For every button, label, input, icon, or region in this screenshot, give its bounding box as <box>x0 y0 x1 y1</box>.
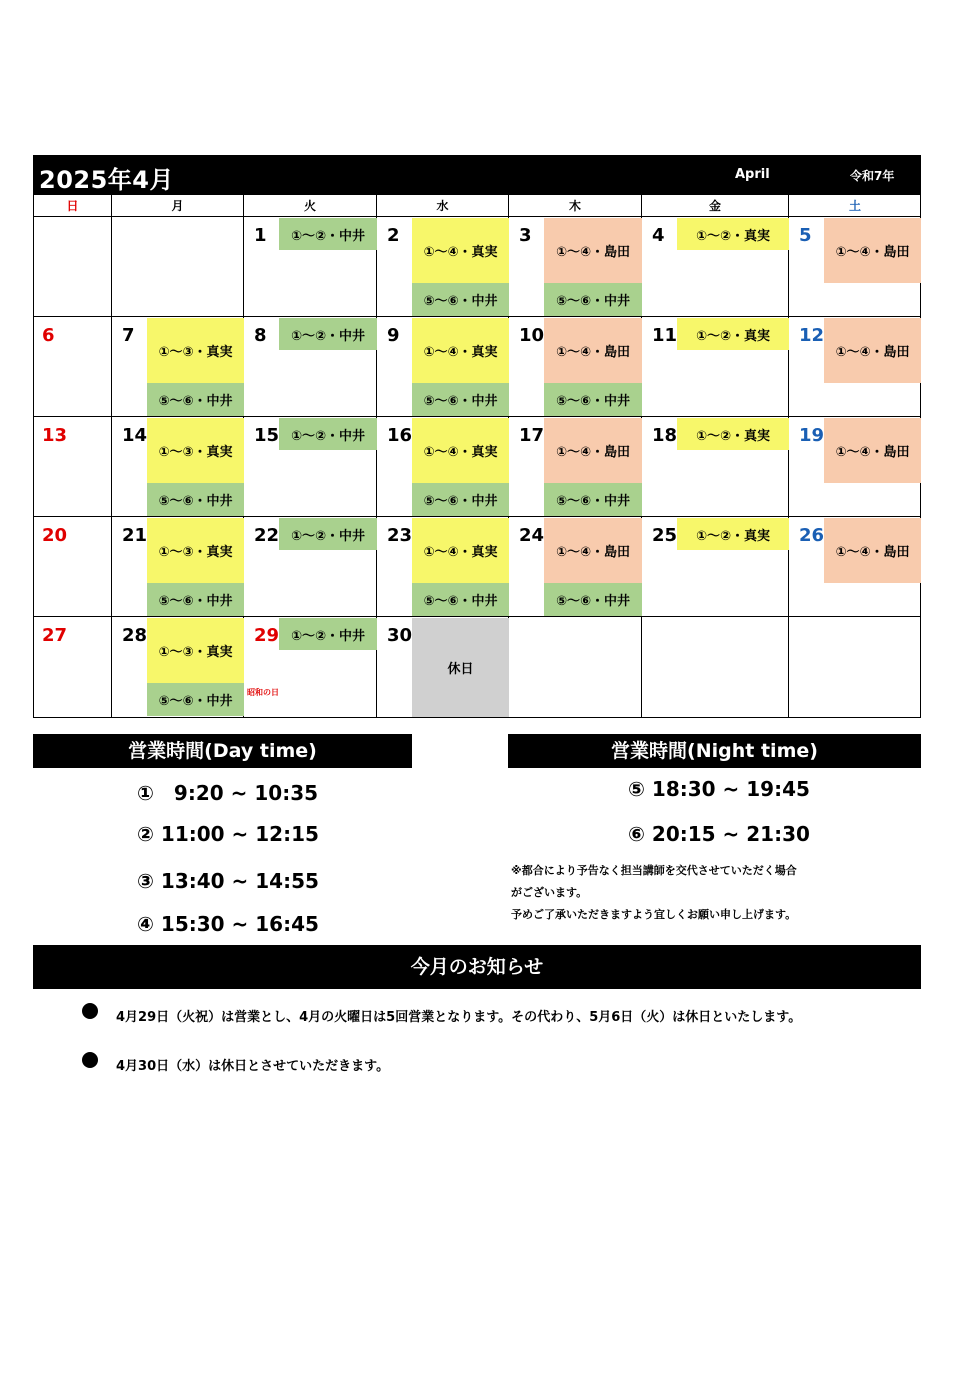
lesson-block: ①～④・島田 <box>544 318 642 383</box>
day-number: 13 <box>42 425 68 446</box>
day-number: 4 <box>652 225 665 246</box>
lesson-block: ①～④・真実 <box>412 518 509 583</box>
month-english: April <box>735 167 770 182</box>
calendar-day-cell <box>789 617 921 717</box>
day-number: 23 <box>387 525 413 546</box>
calendar-day-cell <box>112 417 244 517</box>
calendar-day-cell <box>244 317 377 417</box>
weekday-header: 金 <box>642 195 789 217</box>
calendar-day-cell <box>244 217 377 317</box>
calendar-day-cell <box>642 517 789 617</box>
closed-day-block: 休日 <box>412 618 509 717</box>
day-number: 14 <box>122 425 148 446</box>
lesson-block: ①～②・中井 <box>279 518 377 550</box>
lesson-block: ⑤～⑥・中井 <box>544 283 642 316</box>
lesson-block: ①～③・真実 <box>147 518 244 583</box>
calendar-day-cell <box>377 217 509 317</box>
calendar-day-cell <box>244 617 377 717</box>
note-line-2: がございます。 <box>511 886 588 899</box>
lesson-block: ⑤～⑥・中井 <box>412 283 509 316</box>
calendar-day-cell <box>34 317 112 417</box>
weekday-header: 水 <box>377 195 509 217</box>
lesson-block: ①～②・真実 <box>677 218 789 250</box>
calendar-day-cell <box>112 617 244 717</box>
lesson-block: ①～④・島田 <box>544 518 642 583</box>
day-number: 11 <box>652 325 678 346</box>
lesson-block: ⑤～⑥・中井 <box>147 583 244 616</box>
note-line-3: 予めご了承いただきますよう宜しくお願い申し上げます。 <box>511 908 797 921</box>
day-hours-title: 営業時間(Day time) <box>33 734 412 768</box>
weekday-header: 木 <box>509 195 642 217</box>
calendar-day-cell <box>789 217 921 317</box>
lesson-block: ⑤～⑥・中井 <box>412 583 509 616</box>
calendar-day-cell <box>509 417 642 517</box>
news-item-2: 4月30日（水）は休日とさせていただきます。 <box>116 1059 390 1074</box>
lesson-block: ①～②・真実 <box>677 518 789 550</box>
day-slot-2: ② 11:00 ~ 12:15 <box>137 822 319 846</box>
calendar-day-cell <box>377 417 509 517</box>
day-number: 28 <box>122 625 148 646</box>
day-slot-4: ④ 15:30 ~ 16:45 <box>137 912 319 936</box>
lesson-block: ①～④・島田 <box>824 218 921 283</box>
day-number: 15 <box>254 425 280 446</box>
night-slot-6: ⑥ 20:15 ~ 21:30 <box>628 822 810 846</box>
lesson-block: ①～③・真実 <box>147 318 244 383</box>
calendar-day-cell <box>34 417 112 517</box>
day-number: 17 <box>519 425 545 446</box>
lesson-block: ①～③・真実 <box>147 418 244 483</box>
weekday-header: 火 <box>244 195 377 217</box>
news-item-1: 4月29日（火祝）は営業とし、4月の火曜日は5回営業となります。その代わり、5月6日（火）は休日といたします。 <box>116 1010 802 1025</box>
lesson-block: ①～②・中井 <box>279 618 377 650</box>
day-number: 26 <box>799 525 825 546</box>
lesson-block: ①～④・島田 <box>824 518 921 583</box>
calendar-grid <box>33 194 921 718</box>
day-number: 6 <box>42 325 55 346</box>
news-title: 今月のお知らせ <box>33 945 921 989</box>
lesson-block: ①～②・真実 <box>677 318 789 350</box>
calendar-day-cell <box>112 217 244 317</box>
calendar-header <box>33 155 921 194</box>
calendar-day-cell <box>509 617 642 717</box>
note-line-1: ※都合により予告なく担当講師を交代させていただく場合 <box>511 864 797 877</box>
calendar-day-cell <box>112 317 244 417</box>
calendar-day-cell <box>789 417 921 517</box>
calendar-day-cell <box>34 517 112 617</box>
day-number: 3 <box>519 225 532 246</box>
day-number: 5 <box>799 225 812 246</box>
day-number: 20 <box>42 525 68 546</box>
day-number: 8 <box>254 325 267 346</box>
day-number: 1 <box>254 225 267 246</box>
calendar-day-cell <box>509 317 642 417</box>
lesson-block: ⑤～⑥・中井 <box>544 483 642 516</box>
calendar-title: 2025年4月 <box>39 166 174 194</box>
calendar-day-cell <box>112 517 244 617</box>
calendar-day-cell <box>34 217 112 317</box>
lesson-block: ⑤～⑥・中井 <box>412 383 509 416</box>
night-slot-5: ⑤ 18:30 ~ 19:45 <box>628 777 810 801</box>
day-number: 10 <box>519 325 545 346</box>
calendar-day-cell <box>789 317 921 417</box>
bullet-icon <box>82 1003 98 1019</box>
calendar-day-cell <box>509 517 642 617</box>
calendar-day-cell <box>377 617 509 717</box>
lesson-block: ①～②・真実 <box>677 418 789 450</box>
night-hours-title: 営業時間(Night time) <box>508 734 921 768</box>
day-number: 21 <box>122 525 148 546</box>
weekday-header: 土 <box>789 195 921 217</box>
calendar-day-cell <box>642 217 789 317</box>
lesson-block: ①～④・真実 <box>412 218 509 283</box>
calendar-day-cell <box>642 617 789 717</box>
day-number: 9 <box>387 325 400 346</box>
lesson-block: ①～②・中井 <box>279 218 377 250</box>
lesson-block: ①～④・島田 <box>824 418 921 483</box>
lesson-block: ①～④・島田 <box>544 218 642 283</box>
day-number: 7 <box>122 325 135 346</box>
lesson-block: ⑤～⑥・中井 <box>147 483 244 516</box>
day-number: 29 <box>254 625 280 646</box>
lesson-block: ⑤～⑥・中井 <box>544 583 642 616</box>
lesson-block: ①～②・中井 <box>279 318 377 350</box>
day-slot-3: ③ 13:40 ~ 14:55 <box>137 869 319 893</box>
calendar-day-cell <box>642 417 789 517</box>
day-number: 30 <box>387 625 413 646</box>
day-number: 25 <box>652 525 678 546</box>
lesson-block: ⑤～⑥・中井 <box>147 383 244 416</box>
day-number: 24 <box>519 525 545 546</box>
lesson-block: ⑤～⑥・中井 <box>412 483 509 516</box>
day-number: 27 <box>42 625 68 646</box>
lesson-block: ①～②・中井 <box>279 418 377 450</box>
calendar-day-cell <box>244 517 377 617</box>
day-number: 12 <box>799 325 825 346</box>
day-number: 22 <box>254 525 280 546</box>
lesson-block: ①～④・島田 <box>824 318 921 383</box>
day-number: 19 <box>799 425 825 446</box>
calendar-day-cell <box>377 317 509 417</box>
calendar-day-cell <box>377 517 509 617</box>
lesson-block: ①～④・島田 <box>544 418 642 483</box>
lesson-block: ⑤～⑥・中井 <box>147 683 244 716</box>
weekday-header: 日 <box>34 195 112 217</box>
calendar-day-cell <box>244 417 377 517</box>
day-number: 16 <box>387 425 413 446</box>
day-slot-1: ① 9:20 ~ 10:35 <box>137 781 319 805</box>
calendar-day-cell <box>509 217 642 317</box>
lesson-block: ⑤～⑥・中井 <box>544 383 642 416</box>
calendar-day-cell <box>642 317 789 417</box>
day-number: 2 <box>387 225 400 246</box>
lesson-block: ①～③・真実 <box>147 618 244 683</box>
lesson-block: ①～④・真実 <box>412 418 509 483</box>
calendar-day-cell <box>789 517 921 617</box>
day-number: 18 <box>652 425 678 446</box>
lesson-block: ①～④・真実 <box>412 318 509 383</box>
bullet-icon <box>82 1052 98 1068</box>
era-year: 令和7年 <box>850 169 895 183</box>
weekday-header: 月 <box>112 195 244 217</box>
holiday-name: 昭和の日 <box>247 688 279 697</box>
calendar-day-cell <box>34 617 112 717</box>
